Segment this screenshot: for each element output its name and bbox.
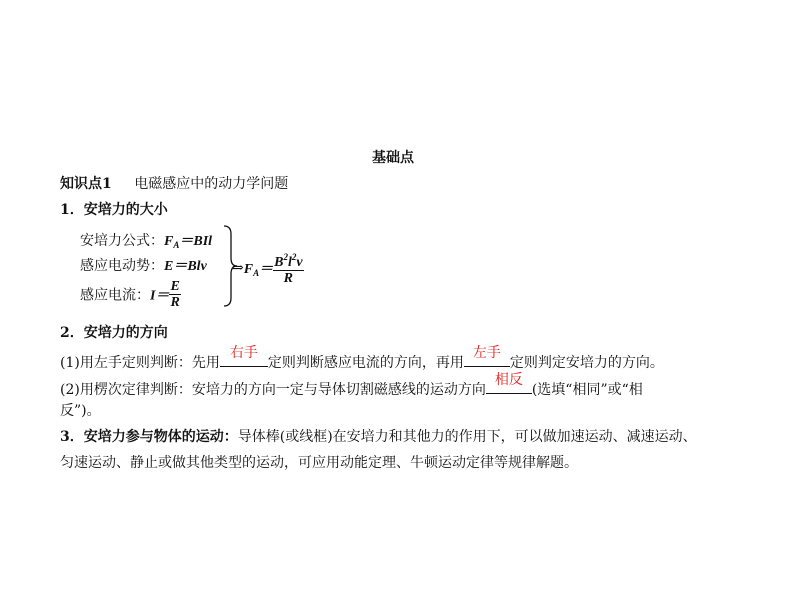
item2-line1-part-a: (1)用左手定则判断：先用 — [60, 355, 220, 371]
item2-line1 — [60, 345, 664, 372]
formula2-expr: E＝Blv — [164, 259, 207, 274]
formula-current — [80, 279, 181, 310]
item3-heading: 3．安培力参与物体的运动： — [60, 429, 238, 445]
result-formula — [232, 250, 304, 286]
result-fraction: $\frac{B^2l^2v}{R}$ — [274, 252, 303, 286]
answer-blank-right-hand — [220, 345, 268, 367]
item2-line2-cont: 反”)。 — [60, 403, 101, 419]
item2-line1-part-b: 定则判断感应电流的方向，再用 — [267, 355, 464, 371]
item3-line2: 匀速运动、静止或做其他类型的运动，可应用动能定理、牛顿运动定律等规律解题。 — [60, 455, 578, 471]
formula-emf — [80, 255, 207, 275]
item2-heading: 2．安培力的方向 — [60, 325, 168, 341]
formula-ampere-force — [80, 230, 212, 250]
item2-line1-part-c: 定则判定安培力的方向。 — [509, 355, 664, 371]
answer-left-hand: 左手 — [472, 345, 501, 361]
formula2-label: 感应电动势： — [80, 258, 164, 274]
item2-line2-part-b: (选填“相同”或“相 — [531, 382, 643, 398]
answer-blank-left-hand — [464, 345, 510, 367]
implies-arrow: ⇒ — [232, 260, 244, 276]
item2-line2 — [60, 372, 643, 399]
formula1-label: 安培力公式： — [80, 233, 164, 249]
result-lhs: $F_A=$ — [243, 262, 274, 278]
item2-line2-part-a: (2)用楞次定律判断：安培力的方向一定与导体切割磁感线的运动方向 — [60, 382, 486, 398]
formula3-fraction: $\frac{E}{R}$ — [170, 279, 180, 310]
answer-right-hand: 右手 — [229, 345, 258, 361]
item3-text-a: 导体棒(或线框)在安培力和其他力的作用下，可以做加速运动、减速运动、 — [237, 429, 697, 445]
knowledge-point-label: 知识点1 — [60, 176, 112, 192]
section-title: 基础点 — [372, 150, 414, 166]
knowledge-point-title: 电磁感应中的动力学问题 — [134, 176, 289, 192]
answer-blank-opposite — [486, 372, 532, 394]
item3-line1 — [60, 426, 697, 446]
knowledge-point-line — [60, 173, 288, 193]
formula3-expr: I＝ — [150, 288, 170, 304]
formula1-expr: $F_A=BIl$ — [164, 234, 213, 250]
answer-opposite: 相反 — [494, 372, 523, 388]
item1-heading: 1．安培力的大小 — [60, 202, 168, 218]
formula3-label: 感应电流： — [80, 287, 150, 304]
